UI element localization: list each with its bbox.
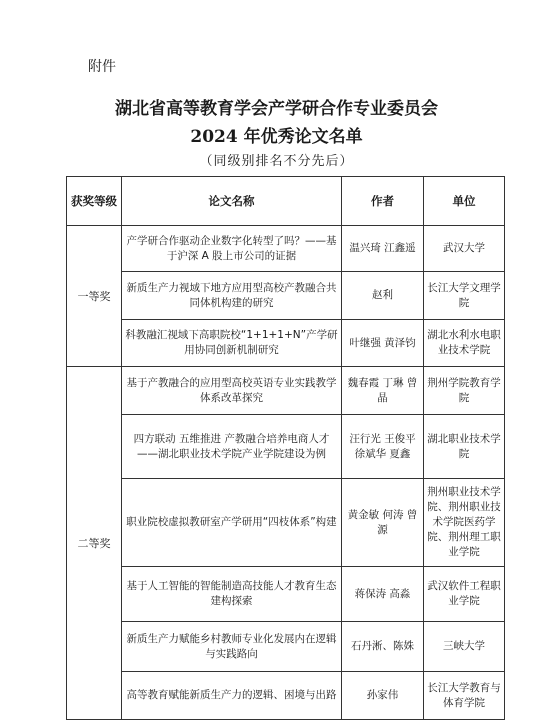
document-title: 湖北省高等教育学会产学研合作专业委员会 [115, 99, 438, 119]
table-row [67, 415, 505, 479]
paper-title: 新质生产力视域下地方应用型高校产教融合共同体机构建的研究 [122, 272, 342, 320]
table-row [67, 672, 505, 720]
author-cell: 黄金敏 何涛 曾源 [342, 479, 424, 567]
paper-title: 新质生产力赋能乡村教师专业化发展内在逻辑与实践路向 [122, 622, 342, 672]
header-unit: 单位 [424, 177, 505, 226]
author-cell: 魏春霞 丁琳 曾晶 [342, 367, 424, 415]
unit-cell: 长江大学教育与体育学院 [424, 672, 505, 720]
author-cell: 赵利 [342, 272, 424, 320]
author-cell: 蒋保涛 高淼 [342, 567, 424, 622]
paper-title: 高等教育赋能新质生产力的逻辑、困境与出路 [122, 672, 342, 720]
paper-title: 职业院校虚拟教研室产学研用“四枝体系”构建 [122, 479, 342, 567]
unit-cell: 荆州学院教育学院 [424, 367, 505, 415]
author-cell: 石丹淅、陈姝 [342, 622, 424, 672]
author-cell: 温兴琦 江鑫遥 [342, 226, 424, 272]
header-level: 获奖等级 [67, 177, 122, 226]
header-paper: 论文名称 [122, 177, 342, 226]
table-row [67, 567, 505, 622]
unit-cell: 湖北水利水电职业技术学院 [424, 320, 505, 367]
attachment-label: 附件 [88, 59, 116, 75]
paper-title: 四方联动 五维推进 产教融合培养电商人才——湖北职业技术学院产业学院建设为例 [122, 415, 342, 479]
author-cell: 孙家伟 [342, 672, 424, 720]
table-row [67, 320, 505, 367]
unit-cell: 荆州职业技术学院、荆州职业技术学院医药学院、荆州理工职业学院 [424, 479, 505, 567]
award-level-second: 二等奖 [67, 367, 122, 720]
ranking-note: （同级别排名不分先后） [199, 154, 354, 169]
paper-title: 基于人工智能的智能制造高技能人才教育生态建构探索 [122, 567, 342, 622]
award-level-first: 一等奖 [67, 226, 122, 367]
table-row [67, 272, 505, 320]
table-header-row [67, 177, 505, 226]
header-author: 作者 [342, 177, 424, 226]
unit-cell: 三峡大学 [424, 622, 505, 672]
author-cell: 汪行光 王俊平 徐斌华 夏鑫 [342, 415, 424, 479]
paper-title: 基于产教融合的应用型高校英语专业实践教学体系改革探究 [122, 367, 342, 415]
paper-title: 产学研合作驱动企业数字化转型了吗？——基于沪深 A 股上市公司的证据 [122, 226, 342, 272]
unit-cell: 武汉大学 [424, 226, 505, 272]
unit-cell: 长江大学文理学院 [424, 272, 505, 320]
document-subtitle-year: 2024 年优秀论文名单 [190, 127, 363, 147]
table-row [67, 367, 505, 415]
unit-cell: 湖北职业技术学院 [424, 415, 505, 479]
table-row [67, 622, 505, 672]
table-row [67, 479, 505, 567]
author-cell: 叶继强 黄泽钧 [342, 320, 424, 367]
unit-cell: 武汉软件工程职业学院 [424, 567, 505, 622]
table-row [67, 226, 505, 272]
awards-table [66, 176, 505, 720]
paper-title: 科教融汇视域下高职院校“1+1+1+N”产学研用协同创新机制研究 [122, 320, 342, 367]
